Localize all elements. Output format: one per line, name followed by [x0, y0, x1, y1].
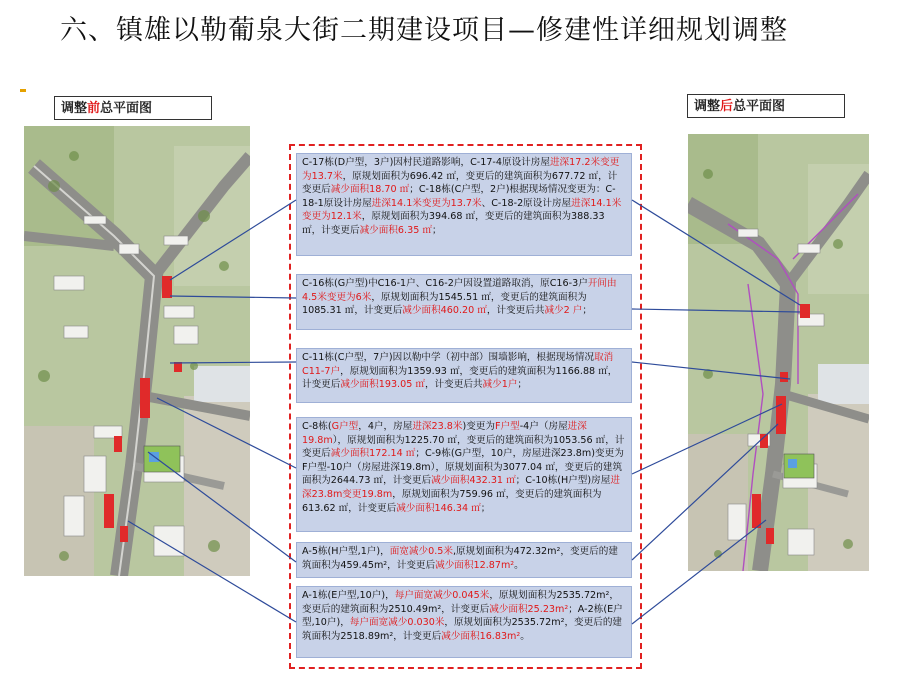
highlight-text: 面宽减少0.5米 — [389, 546, 453, 557]
body-text: ；C-18栋(C户型，2户)根据现场情况变更为：C-18-1原设计房屋 — [302, 184, 616, 209]
body-text: ，原规划面积为759.96 ㎡，变更后的建筑面积为613.62 ㎡，计变更后 — [302, 488, 602, 514]
highlight-text: 减少面积432.31 ㎡ — [431, 475, 516, 487]
highlight-text: 开间由4.5米变更为6米 — [302, 278, 617, 303]
highlight-text: F户型 — [495, 421, 520, 432]
body-text: ；C-9栋(G户型，10户，房屋进深23.8m)变更为F户型-10户（房屋进深19.8m），原规划面积为3077.04 ㎡，变更后的建筑面积为2644.73 ㎡，计变更后 — [302, 448, 624, 487]
highlight-text: 进深19.8m — [302, 421, 587, 446]
highlight-text: 每户面宽减少0.045米 — [394, 590, 490, 601]
highlight-text: 减少2 户 — [544, 305, 583, 317]
body-text: 、C-18-2原设计房屋 — [481, 197, 572, 209]
body-text: ，计变更后共 — [424, 379, 483, 391]
highlight-text: 减少面积12.87m² — [435, 559, 515, 571]
body-text: ，原规划面积为1545.51 ㎡，变更后的建筑面积为1085.31 ㎡，计变更后 — [302, 291, 587, 317]
body-text: A-5栋(H户型,1户)， — [302, 546, 390, 557]
highlight-text: 减少面积25.23m² — [489, 603, 569, 615]
body-text: ，计变更后共 — [486, 305, 545, 317]
body-text: ,原规划面积为472.32m²，变更后的建筑面积为459.45m²，计变更后 — [302, 546, 618, 571]
before-site-plan-map — [24, 126, 250, 576]
body-text: ），原规划面积为1225.70 ㎡，变更后的建筑面积为1053.56 ㎡，计变更后 — [302, 434, 625, 460]
body-text: 。 — [514, 559, 524, 571]
after-label-em: 后 — [720, 99, 734, 114]
before-label-em: 前 — [87, 101, 101, 116]
after-plan-label — [687, 94, 845, 118]
after-label-pre: 调整 — [694, 99, 721, 114]
body-text: ，原规划面积为1359.93 ㎡，变更后的建筑面积为1166.88 ㎡，计变更后 — [302, 365, 618, 391]
change-box-c17-c18 — [296, 153, 632, 256]
change-box-a5 — [296, 542, 632, 578]
body-text: 。 — [520, 630, 530, 642]
change-box-c8-c10 — [296, 417, 632, 532]
highlight-text: 减少面积460.20 ㎡ — [402, 305, 487, 317]
highlight-text: 进深23.8米 — [412, 421, 463, 432]
body-text: ，原规划面积为696.42 ㎡，变更后的建筑面积为677.72 ㎡，计变更后 — [302, 170, 618, 196]
highlight-text: G户型 — [331, 421, 359, 432]
body-text: ； — [517, 379, 528, 391]
before-plan-label — [54, 96, 212, 120]
body-text: ； — [582, 305, 592, 317]
page-title: 六、镇雄以勒葡泉大街二期建设项目—修建性详细规划调整 — [60, 15, 788, 46]
body-text: C-16栋(G户型)中C16-1户、C16-2户因设置道路取消，原C16-3户 — [302, 278, 588, 289]
change-box-c11 — [296, 348, 632, 403]
body-text: C-11栋(C户型，7户)因以勒中学（初中部）围墙影响，根据现场情况 — [302, 352, 595, 363]
highlight-text: 进深17.2米变更为13.7米 — [302, 157, 620, 182]
highlight-text: 减少1户 — [482, 379, 518, 391]
body-text: C-17栋(D户型，3户)因村民道路影响，C-17-4原设计房屋 — [302, 157, 550, 168]
highlight-text: 进深23.8m变更19.8m — [302, 475, 620, 500]
body-text: A-1栋(E户型,10户)， — [302, 590, 395, 601]
decorative-mark — [20, 89, 26, 92]
highlight-text: 取消C11-7户 — [302, 352, 614, 377]
body-text: C-8栋( — [302, 421, 332, 432]
highlight-text: 进深14.1米变更为12.1米 — [302, 197, 622, 223]
highlight-text: 减少面积193.05 ㎡ — [340, 379, 425, 391]
highlight-text: 减少面积16.83m² — [441, 630, 521, 642]
highlight-text: 每户面宽减少0.030米 — [349, 617, 445, 629]
highlight-text: 减少面积6.35 ㎡ — [359, 224, 432, 236]
body-text: ，原规划面积为2535.72m²，变更后的建筑面积为2510.49m²，计变更后 — [302, 590, 619, 615]
before-label-post: 总平面图 — [100, 101, 153, 116]
body-text: ；A-2栋(E户型,10户)， — [302, 603, 623, 629]
highlight-text: 减少面积146.34 ㎡ — [396, 502, 481, 514]
after-site-plan-map — [688, 134, 869, 571]
body-text: ，原规划面积为394.68 ㎡，变更后的建筑面积为388.33 ㎡，计变更后 — [302, 211, 605, 236]
change-box-a1-a2 — [296, 586, 632, 658]
change-box-c16 — [296, 274, 632, 330]
highlight-text: 减少面积18.70 ㎡ — [330, 184, 410, 196]
before-label-pre: 调整 — [61, 101, 88, 116]
highlight-text: 进深14.1米变更为13.7米 — [371, 197, 482, 209]
body-text: ，4户，房屋 — [358, 421, 413, 432]
body-text: ； — [431, 224, 442, 236]
body-text: ； — [480, 502, 491, 514]
body-text: )变更为 — [462, 421, 495, 432]
body-text: ，原规划面积为2535.72m²，变更后的建筑面积为2518.89m²，计变更后 — [302, 617, 623, 642]
highlight-text: 减少面积172.14 ㎡ — [330, 448, 416, 460]
body-text: -4户（房屋 — [519, 421, 568, 432]
after-label-post: 总平面图 — [733, 99, 786, 114]
body-text: ；C-10栋(H户型)房屋 — [515, 475, 611, 487]
